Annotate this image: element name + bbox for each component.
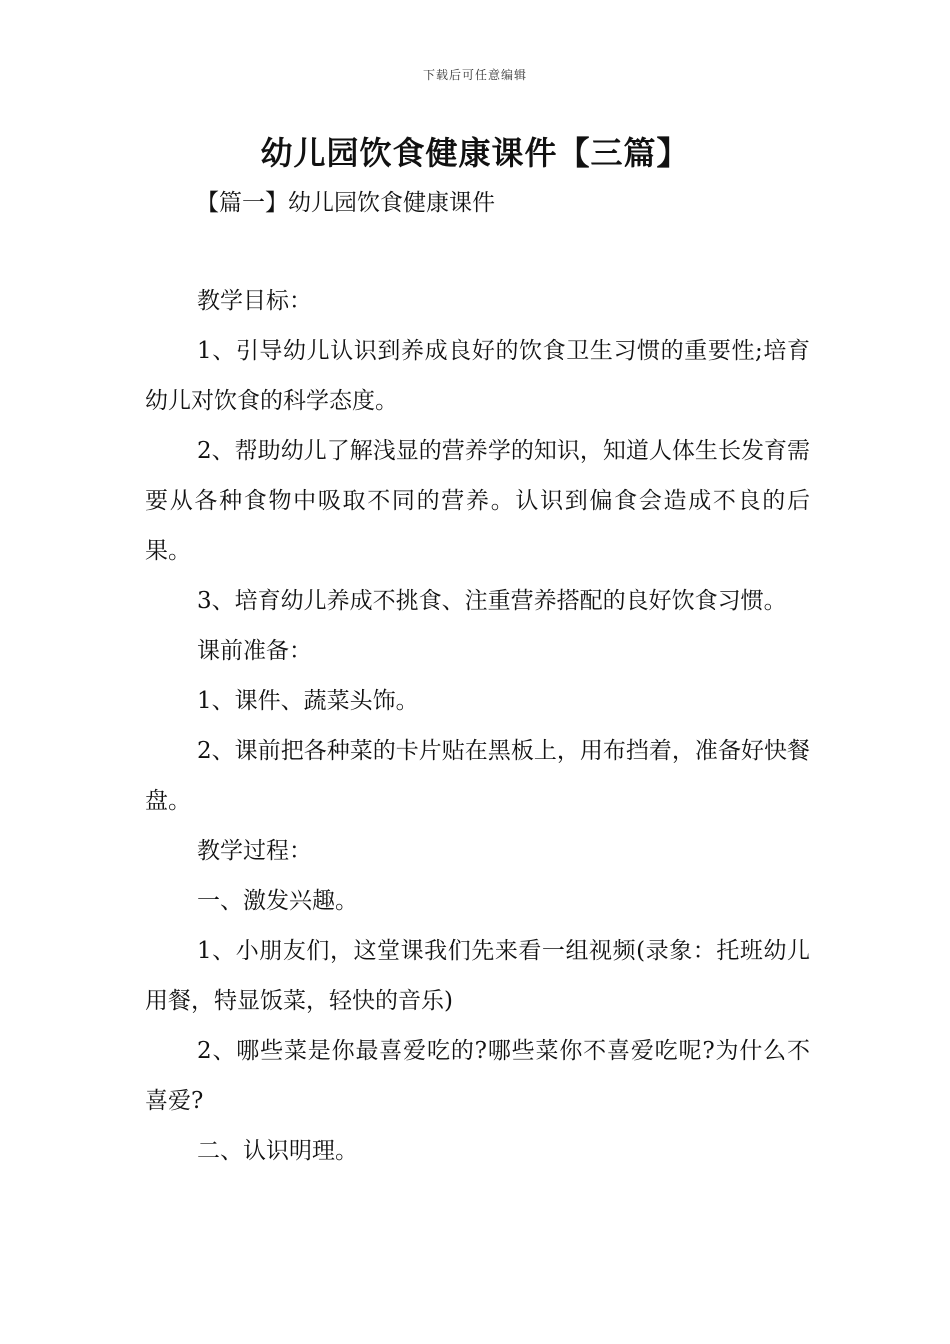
paragraph-preparation-heading: 课前准备： bbox=[197, 638, 312, 664]
paragraph-step-one-1: 1、小朋友们，这堂课我们先来看一组视频(录象：托班幼儿用餐，特显饭菜，轻快的音乐) bbox=[145, 938, 810, 1014]
paragraph-preparation-1: 1、课件、蔬菜头饰。 bbox=[197, 688, 419, 714]
section-title: 【篇一】幼儿园饮食健康课件 bbox=[196, 190, 495, 216]
paragraph-objective-2: 2、帮助幼儿了解浅显的营养学的知识，知道人体生长发育需要从各种食物中吸取不同的营养。认识到偏食会造成不良的后果。 bbox=[145, 438, 810, 564]
paragraph-step-one: 一、激发兴趣。 bbox=[197, 888, 358, 914]
document-title: 幼儿园饮食健康课件【三篇】 bbox=[260, 134, 690, 172]
paragraph-objective-3: 3、培育幼儿养成不挑食、注重营养搭配的良好饮食习惯。 bbox=[197, 588, 787, 614]
paragraph-step-one-2: 2、哪些菜是你最喜爱吃的?哪些菜你不喜爱吃呢?为什么不喜爱? bbox=[145, 1038, 810, 1114]
paragraph-preparation-2: 2、课前把各种菜的卡片贴在黑板上，用布挡着，准备好快餐盘。 bbox=[145, 738, 810, 814]
paragraph-objective-1: 1、引导幼儿认识到养成良好的饮食卫生习惯的重要性;培育幼儿对饮食的科学态度。 bbox=[145, 338, 810, 414]
paragraph-objectives-heading: 教学目标： bbox=[197, 288, 312, 314]
document-body bbox=[145, 276, 810, 1176]
paragraph-process-heading: 教学过程： bbox=[197, 838, 312, 864]
paragraph-step-two: 二、认识明理。 bbox=[197, 1138, 358, 1164]
header-note: 下载后可任意编辑 bbox=[422, 68, 527, 82]
